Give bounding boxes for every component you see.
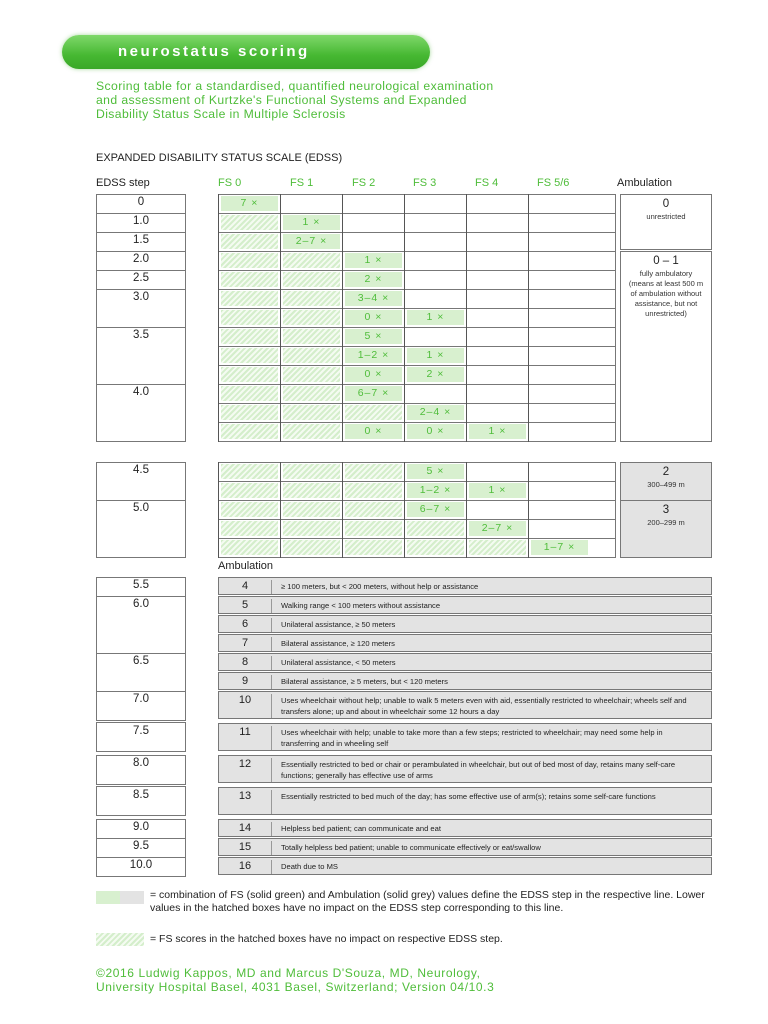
ambulation-row bbox=[218, 653, 712, 671]
ambulation-value: 2 bbox=[662, 466, 670, 478]
edss-step-label: 1.0 bbox=[133, 215, 149, 227]
hatched-cell bbox=[283, 291, 340, 306]
fs-score-cell: 6–7 × bbox=[407, 502, 464, 517]
edss-step-label: 9.0 bbox=[133, 821, 149, 833]
col-fs3: FS 3 bbox=[413, 177, 437, 189]
copyright-line: University Hospital Basel, 4031 Basel, Switzerland; Version 04/10.3 bbox=[96, 980, 495, 994]
subtitle bbox=[96, 79, 656, 121]
ambulation-row bbox=[218, 634, 712, 652]
fs-score-cell: 2 × bbox=[345, 272, 402, 287]
hatched-cell bbox=[283, 386, 340, 401]
fs-score-cell: 1 × bbox=[407, 310, 464, 325]
ambulation-score: 13 bbox=[219, 790, 272, 814]
ambulation-score: 15 bbox=[219, 841, 272, 855]
edss-step-label: 5.5 bbox=[133, 579, 149, 591]
ambulation-row bbox=[218, 723, 712, 751]
edss-step-label: 7.0 bbox=[133, 693, 149, 705]
hatched-cell bbox=[283, 424, 340, 439]
ambulation-note: unrestricted bbox=[646, 212, 686, 221]
edss-step-label: 10.0 bbox=[129, 859, 153, 871]
hatched-cell bbox=[283, 464, 340, 479]
hatched-cell bbox=[221, 464, 278, 479]
ambulation-row bbox=[218, 819, 712, 837]
hatched-cell bbox=[283, 483, 340, 498]
fs-score-cell: 5 × bbox=[345, 329, 402, 344]
ambulation-row bbox=[218, 755, 712, 783]
hatched-cell bbox=[221, 367, 278, 382]
ambulation-row bbox=[218, 615, 712, 633]
col-fs4: FS 4 bbox=[475, 177, 499, 189]
hatched-cell bbox=[221, 291, 278, 306]
fs-score-cell: 0 × bbox=[345, 424, 402, 439]
fs-score-cell: 0 × bbox=[345, 367, 402, 382]
col-edss-step: EDSS step bbox=[96, 177, 150, 189]
ambulation-row bbox=[218, 691, 712, 719]
ambulation-desc: Uses wheelchair with help; unable to take more than a few steps; restricted to wheelchair; may need some help in transferring and in wheeling self bbox=[281, 728, 663, 748]
copyright-line: ©2016 Ludwig Kappos, MD and Marcus D'Souza, MD, Neurology, bbox=[96, 966, 481, 980]
hatched-cell bbox=[283, 253, 340, 268]
fs-score-cell: 1 × bbox=[469, 424, 526, 439]
fs-score-cell: 2 × bbox=[407, 367, 464, 382]
ambulation-desc: ≥ 100 meters, but < 200 meters, without help or assistance bbox=[281, 582, 479, 591]
fs-score-cell: 1 × bbox=[345, 253, 402, 268]
hatched-cell bbox=[221, 502, 278, 517]
ambulation-desc: Unilateral assistance, ≥ 50 meters bbox=[281, 620, 396, 629]
section-title: EXPANDED DISABILITY STATUS SCALE (EDSS) bbox=[96, 152, 343, 164]
hatched-cell bbox=[221, 540, 278, 555]
col-fs56: FS 5/6 bbox=[537, 177, 570, 189]
hatched-cell bbox=[221, 521, 278, 536]
hatched-cell bbox=[407, 521, 464, 536]
ambulation-score: 6 bbox=[219, 618, 272, 632]
ambulation-score: 8 bbox=[219, 656, 272, 670]
hatched-cell bbox=[345, 464, 402, 479]
hatched-cell bbox=[283, 329, 340, 344]
ambulation-desc: Helpless bed patient; can communicate and eat bbox=[281, 824, 441, 833]
hatched-cell bbox=[345, 483, 402, 498]
edss-step-label: 5.0 bbox=[133, 502, 149, 514]
fs-score-cell: 5 × bbox=[407, 464, 464, 479]
col-divider bbox=[528, 194, 529, 442]
lower-ambulation-label: Ambulation bbox=[218, 560, 274, 572]
hatched-cell bbox=[221, 272, 278, 287]
ambulation-score: 9 bbox=[219, 675, 272, 689]
legend-text: = combination of FS (solid green) and Ambulation (solid grey) values define the EDSS step in the respective line. Lower values in the hatched boxes have no impact on the EDSS step corresponding to this line. bbox=[150, 889, 705, 914]
col-fs0: FS 0 bbox=[218, 177, 242, 189]
ambulation-score: 14 bbox=[219, 822, 272, 836]
edss-step-label: 8.5 bbox=[133, 789, 149, 801]
fs-score-cell: 3–4 × bbox=[345, 291, 402, 306]
ambulation-desc: Bilateral assistance, ≥ 120 meters bbox=[281, 639, 395, 648]
ambulation-desc: Bilateral assistance, ≥ 5 meters, but < 120 meters bbox=[281, 677, 448, 686]
fs-score-cell: 1–2 × bbox=[345, 348, 402, 363]
ambulation-desc: Essentially restricted to bed or chair or perambulated in wheelchair, but out of bed most of day, retains many self-care functions; generally has effective use of arms bbox=[281, 760, 676, 780]
hatched-cell bbox=[283, 272, 340, 287]
ambulation-box bbox=[620, 194, 712, 250]
hatched-cell bbox=[283, 502, 340, 517]
edss-step-label: 2.0 bbox=[133, 253, 149, 265]
hatched-cell bbox=[407, 540, 464, 555]
hatched-cell bbox=[469, 540, 526, 555]
fs-score-cell: 0 × bbox=[407, 424, 464, 439]
hatched-cell bbox=[221, 329, 278, 344]
fs-score-cell: 1 × bbox=[407, 348, 464, 363]
ambulation-score: 11 bbox=[219, 726, 272, 750]
fs-score-cell: 0 × bbox=[345, 310, 402, 325]
ambulation-desc: Uses wheelchair without help; unable to walk 5 meters even with aid, essentially restricted to wheelchair; wheels self and transfers alone; up and about in wheelchair some 12 hours a day bbox=[281, 696, 687, 716]
ambulation-note: 300–499 m bbox=[647, 480, 685, 489]
hatched-cell bbox=[283, 367, 340, 382]
ambulation-score: 10 bbox=[219, 694, 272, 718]
hatched-cell bbox=[283, 348, 340, 363]
ambulation-box bbox=[620, 462, 712, 501]
fs-score-cell: 1 × bbox=[469, 483, 526, 498]
ambulation-score: 7 bbox=[219, 637, 272, 651]
copyright bbox=[96, 966, 494, 994]
hatched-cell bbox=[345, 521, 402, 536]
ambulation-desc: Totally helpless bed patient; unable to communicate effectively or eat/swallow bbox=[281, 843, 541, 852]
hatched-cell bbox=[221, 253, 278, 268]
ambulation-note: fully ambulatory (means at least 500 m of ambulation without assistance, but not unrestricted) bbox=[628, 269, 704, 318]
fs-score-cell: 2–7 × bbox=[469, 521, 526, 536]
ambulation-desc: Death due to MS bbox=[281, 862, 338, 871]
fs-score-cell: 7 × bbox=[221, 196, 278, 211]
fs-score-cell: 1–2 × bbox=[407, 483, 464, 498]
ambulation-row bbox=[218, 787, 712, 815]
subtitle-line: Scoring table for a standardised, quantified neurological examination bbox=[96, 79, 494, 93]
fs-score-cell: 2–7 × bbox=[283, 234, 340, 249]
hatched-cell bbox=[345, 502, 402, 517]
edss-step-label: 2.5 bbox=[133, 272, 149, 284]
edss-step-label: 6.5 bbox=[133, 655, 149, 667]
edss-step-label: 3.5 bbox=[133, 329, 149, 341]
hatched-cell bbox=[283, 310, 340, 325]
col-fs2: FS 2 bbox=[352, 177, 376, 189]
ambulation-value: 3 bbox=[662, 504, 670, 516]
hatched-cell bbox=[221, 215, 278, 230]
legend-text: = FS scores in the hatched boxes have no impact on respective EDSS step. bbox=[150, 933, 503, 945]
edss-step-label: 9.5 bbox=[133, 840, 149, 852]
col-fs1: FS 1 bbox=[290, 177, 314, 189]
legend-swatch-hatched bbox=[96, 933, 144, 946]
ambulation-row bbox=[218, 672, 712, 690]
ambulation-box bbox=[620, 251, 712, 442]
fs-score-cell: 1 × bbox=[283, 215, 340, 230]
ambulation-note: 200–299 m bbox=[647, 518, 685, 527]
col-ambulation: Ambulation bbox=[617, 177, 673, 189]
hatched-cell bbox=[283, 540, 340, 555]
ambulation-row bbox=[218, 838, 712, 856]
ambulation-desc: Unilateral assistance, < 50 meters bbox=[281, 658, 396, 667]
ambulation-value: 0 bbox=[662, 198, 670, 210]
hatched-cell bbox=[221, 234, 278, 249]
title-badge bbox=[62, 35, 430, 69]
hatched-cell bbox=[221, 310, 278, 325]
badge-title: neurostatus scoring bbox=[118, 43, 310, 60]
hatched-cell bbox=[221, 405, 278, 420]
hatched-cell bbox=[221, 348, 278, 363]
hatched-cell bbox=[221, 483, 278, 498]
ambulation-box bbox=[620, 500, 712, 558]
fs-score-cell: 1–7 × bbox=[531, 540, 588, 555]
hatched-cell bbox=[345, 540, 402, 555]
hatched-cell bbox=[221, 386, 278, 401]
col-divider bbox=[466, 194, 467, 442]
hatched-cell bbox=[221, 424, 278, 439]
ambulation-score: 16 bbox=[219, 860, 272, 874]
hatched-cell bbox=[345, 405, 402, 420]
hatched-cell bbox=[283, 405, 340, 420]
ambulation-row bbox=[218, 596, 712, 614]
fs-score-cell: 2–4 × bbox=[407, 405, 464, 420]
edss-step-label: 7.5 bbox=[133, 725, 149, 737]
ambulation-value: 0 – 1 bbox=[653, 255, 679, 267]
subtitle-line: Disability Status Scale in Multiple Sclerosis bbox=[96, 107, 346, 121]
ambulation-score: 12 bbox=[219, 758, 272, 782]
subtitle-line: and assessment of Kurtzke's Functional Systems and Expanded bbox=[96, 93, 467, 107]
fs-score-cell: 6–7 × bbox=[345, 386, 402, 401]
ambulation-row bbox=[218, 857, 712, 875]
ambulation-desc: Walking range < 100 meters without assistance bbox=[281, 601, 441, 610]
edss-step-label: 4.5 bbox=[133, 464, 149, 476]
legend-swatch-combined bbox=[96, 891, 144, 904]
ambulation-score: 4 bbox=[219, 580, 272, 594]
edss-step-label: 0 bbox=[137, 196, 145, 208]
edss-step-label: 4.0 bbox=[133, 386, 149, 398]
edss-step-label: 3.0 bbox=[133, 291, 149, 303]
edss-step-label: 6.0 bbox=[133, 598, 149, 610]
hatched-cell bbox=[283, 521, 340, 536]
edss-step-label: 1.5 bbox=[133, 234, 149, 246]
ambulation-row bbox=[218, 577, 712, 595]
ambulation-score: 5 bbox=[219, 599, 272, 613]
edss-step-label: 8.0 bbox=[133, 757, 149, 769]
ambulation-desc: Essentially restricted to bed much of the day; has some effective use of arm(s); retains some self-care functions bbox=[281, 792, 656, 801]
